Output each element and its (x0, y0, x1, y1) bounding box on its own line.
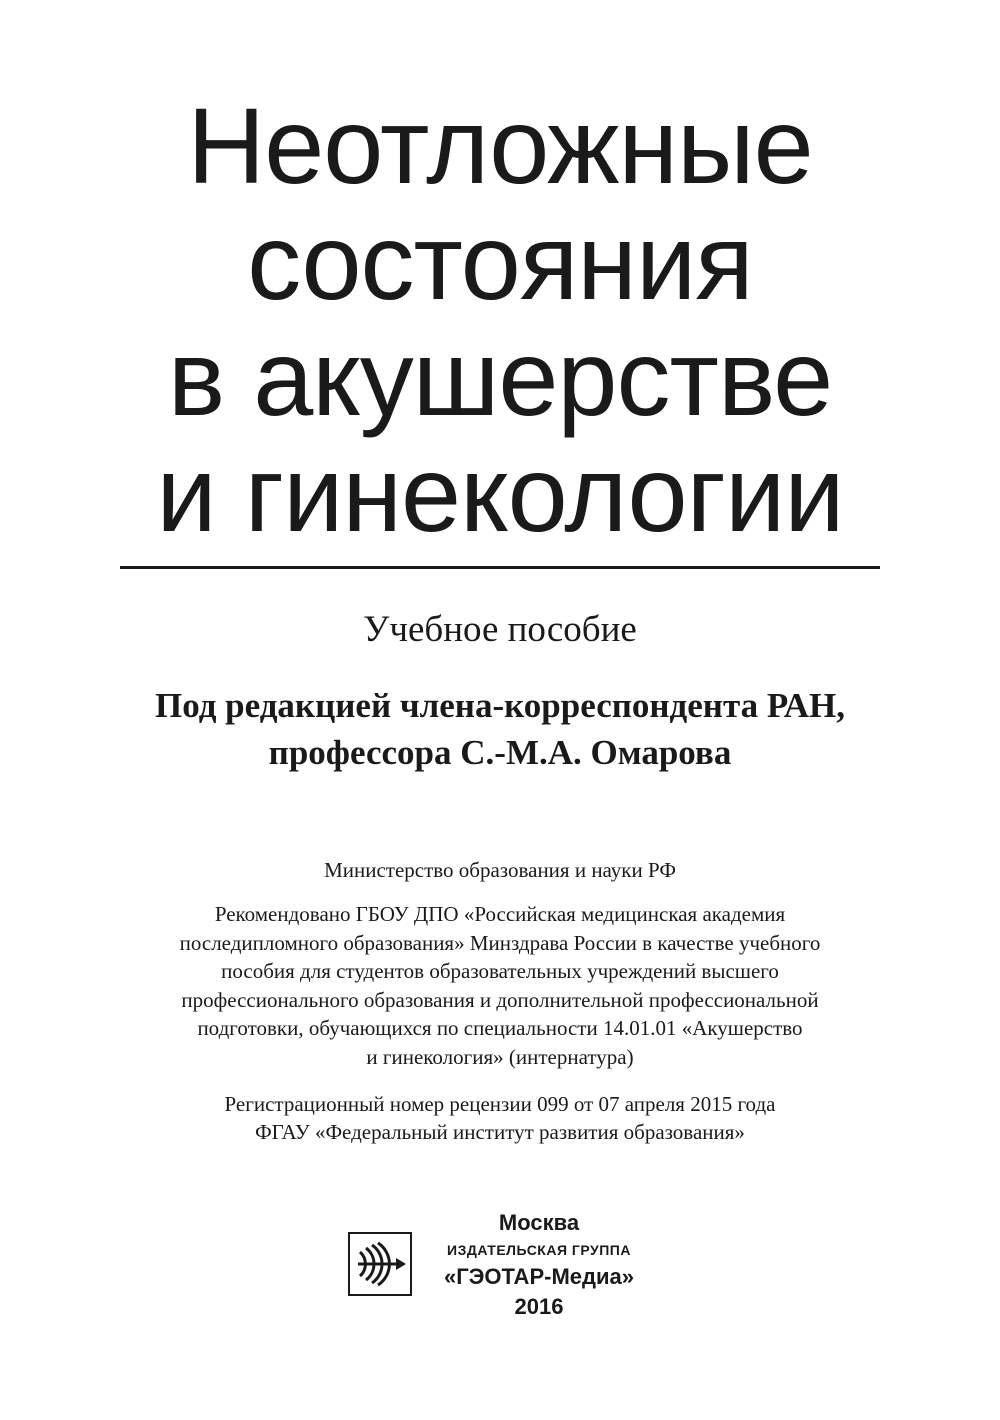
recommendation-text (0, 900, 1000, 1071)
recommendation-line-1: Рекомендовано ГБОУ ДПО «Российская медицинская академия (214, 902, 786, 926)
book-title (0, 85, 1000, 554)
book-title-line-3: в акушерстве (167, 317, 833, 438)
book-subtitle: Учебное пособие (363, 609, 637, 650)
recommendation-line-4: профессионального образования и дополнительной профессиональной (181, 987, 819, 1012)
publisher-block (348, 1208, 648, 1328)
book-title-line-4: и гинекологии (156, 433, 844, 554)
publisher-name: «ГЭОТАР-Медиа» (444, 1264, 634, 1289)
editor-credit-line-1: Под редакцией члена-корреспондента РАН, (155, 686, 845, 725)
registration-text (0, 1090, 1000, 1146)
recommendation-line-2: последипломного образования» Минздрава России в качестве учебного (179, 930, 821, 955)
title-divider (120, 566, 880, 569)
publisher-group: ИЗДАТЕЛЬСКАЯ ГРУППА (447, 1242, 631, 1258)
ministry-line: Министерство образования и науки РФ (324, 858, 676, 882)
recommendation-line-6: и гинекология» (интернатура) (366, 1044, 634, 1069)
geotar-logo-icon (348, 1232, 412, 1296)
book-title-line-1: Неотложные (187, 85, 813, 206)
recommendation-line-5: подготовки, обучающихся по специальности 14.01.01 «Акушерство (197, 1016, 803, 1040)
registration-line-1: Регистрационный номер рецензии 099 от 07 апреля 2015 года (224, 1092, 776, 1116)
publisher-text (424, 1208, 654, 1322)
book-title-line-2: состояния (247, 201, 753, 322)
registration-line-2: ФГАУ «Федеральный институт развития образования» (255, 1120, 745, 1144)
publisher-city: Москва (498, 1210, 580, 1235)
publication-year: 2016 (514, 1294, 564, 1319)
recommendation-line-3: пособия для студентов образовательных учреждений высшего (221, 959, 779, 983)
editor-credit-line-2: профессора С.-М.А. Омарова (268, 733, 732, 772)
editor-credit (0, 682, 1000, 776)
